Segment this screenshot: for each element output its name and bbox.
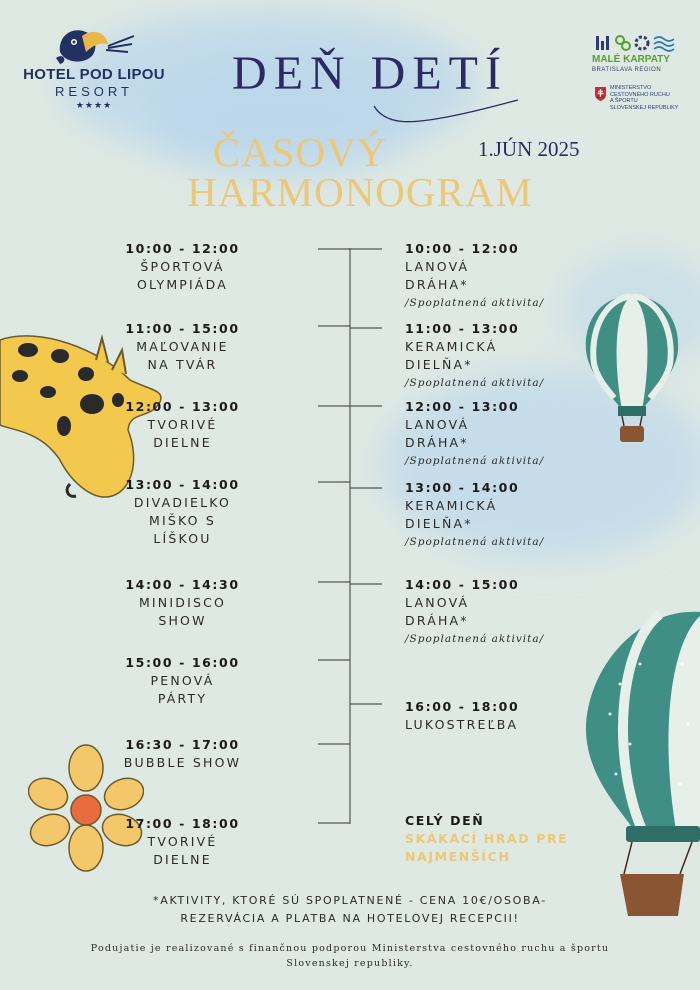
region-name: MALÉ KARPATY [592,54,670,65]
event-name: LUKOSTREĽBA [405,717,519,732]
event-time: CELÝ DEŇ [405,813,485,828]
event-name: DRÁHA* [405,277,469,292]
schedule-item [405,698,595,734]
event-name: OLYMPIÁDA [136,277,229,292]
paid-activity-note: /Spoplatnená aktivita/ [405,536,545,548]
event-time: 11:00 - 13:00 [405,321,520,336]
schedule-item [70,736,295,772]
hot-air-balloon-small [582,294,682,450]
region-logo-icon [596,33,678,53]
event-name: NAJMENŠÍCH [405,849,511,864]
event-time: 10:00 - 12:00 [125,241,240,256]
footnote-line: REZERVÁCIA A PLATBA NA HOTELOVEJ RECEPCII! [180,912,520,925]
event-time: 12:00 - 13:00 [405,399,520,414]
schedule-title-line: ČASOVÝ [212,129,388,175]
ministry-line: A ŠPORTU [610,98,638,104]
timeline [318,248,382,824]
event-name: LÍŠKOU [153,531,212,546]
paid-activity-note: /Spoplatnená aktivita/ [405,455,545,467]
event-name: KERAMICKÁ [405,498,498,513]
event-name: DIELŇA* [405,357,473,372]
event-name: DIVADIELKO [133,495,232,510]
schedule-item [405,398,595,470]
event-time: 16:30 - 17:00 [125,737,240,752]
paid-activity-note: /Spoplatnená aktivita/ [405,633,545,645]
schedule-title-line: HARMONOGRAM [187,169,533,215]
event-time: 11:00 - 15:00 [125,321,240,336]
schedule-item [405,812,595,866]
event-name: SHOW [158,613,207,628]
schedule-item [405,240,595,312]
event-name: LANOVÁ [405,417,470,432]
funding-note [40,941,660,971]
event-name: MINIDISCO [138,595,227,610]
event-date: 1.JÚN 2025 [478,137,580,161]
schedule-item [405,576,595,648]
title-swash [372,96,522,130]
coat-of-arms-icon [594,86,607,102]
event-name: DIELŇA* [405,516,473,531]
schedule-item [405,320,595,392]
event-name: SKÁKACÍ HRAD PRE [405,831,569,846]
event-time: 12:00 - 13:00 [125,399,240,414]
event-name: TVORIVÉ [147,417,218,432]
hotel-subtitle: RESORT [55,84,133,99]
funding-line: Podujatie je realizované s finančnou podporou Ministerstva cestovného ruchu a športu [90,943,610,954]
schedule-item [70,240,295,294]
hotel-stars: ★★★★ [75,101,113,111]
schedule-item [70,815,295,869]
event-name: BUBBLE SHOW [123,755,242,770]
paid-activity-note: /Spoplatnená aktivita/ [405,377,545,389]
ministry-name [610,85,696,111]
event-name: ŠPORTOVÁ [140,259,225,274]
event-name: KERAMICKÁ [405,339,498,354]
event-name: DIELNE [153,435,212,450]
event-name: LANOVÁ [405,595,470,610]
event-time: 10:00 - 12:00 [405,241,520,256]
event-time: 13:00 - 14:00 [125,477,240,492]
footnote-line: *AKTIVITY, KTORÉ SÚ SPOPLATNENÉ - CENA 10€/OSOBA- [153,894,547,907]
event-time: 16:00 - 18:00 [405,699,520,714]
region-subtitle: BRATISLAVA REGION [592,67,662,73]
event-name: MAĽOVANIE [136,339,229,354]
event-name: PENOVÁ [150,673,215,688]
paid-activity-note: /Spoplatnená aktivita/ [405,297,545,309]
schedule-item [70,576,295,630]
schedule-item [70,476,295,548]
event-name: DRÁHA* [405,613,469,628]
event-name: TVORIVÉ [147,834,218,849]
ministry-line: CESTOVNÉHO RUCHU [610,91,670,98]
page-title: DEŇ DETÍ [232,47,508,100]
event-time: 17:00 - 18:00 [125,816,240,831]
schedule-item [70,398,295,452]
ministry-line: MINISTERSTVO [610,85,652,91]
event-time: 14:00 - 14:30 [125,577,240,592]
event-time: 14:00 - 15:00 [405,577,520,592]
hotel-name: HOTEL POD LIPOU [23,66,165,83]
schedule-item [70,320,295,374]
event-name: DIELNE [153,852,212,867]
event-name: NA TVÁR [147,357,218,372]
hot-air-balloon-large [580,604,700,920]
event-name: LANOVÁ [405,259,470,274]
bird-logo-icon [52,22,136,66]
pricing-footnote [60,892,640,928]
schedule-item [405,479,595,551]
schedule-item [70,654,295,708]
event-time: 13:00 - 14:00 [405,480,520,495]
event-name: DRÁHA* [405,435,469,450]
event-name: PÁRTY [157,691,208,706]
ministry-line: SLOVENSKEJ REPUBLIKY [610,104,679,111]
event-time: 15:00 - 16:00 [125,655,240,670]
funding-line: Slovenskej republiky. [286,958,414,969]
event-name: MIŠKO S [148,513,217,528]
